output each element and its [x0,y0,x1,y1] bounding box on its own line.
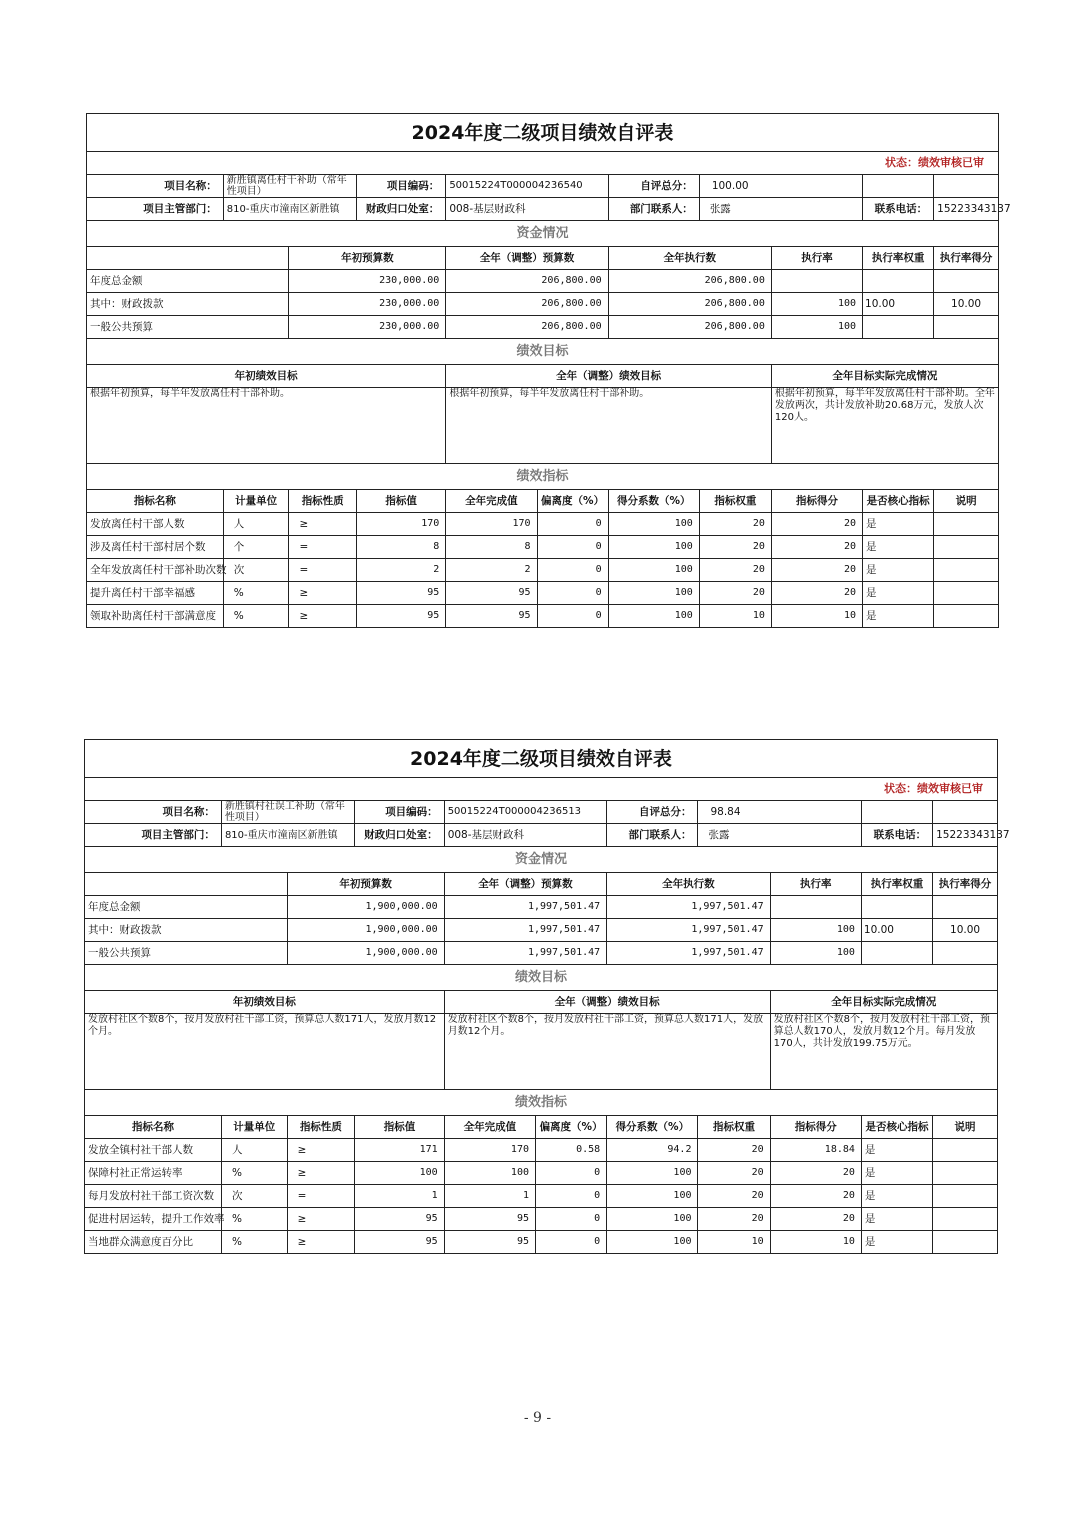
indicator-weight: 10 [698,1231,770,1254]
funds-row-weight: 10.00 [863,293,934,316]
funds-row-score: 10.00 [934,293,999,316]
indicator-score: 20 [771,536,862,559]
funds-row-executed: 206,800.00 [608,270,771,293]
funds-header-adjusted: 全年（调整）预算数 [444,873,607,896]
funds-row-rate [771,270,862,293]
funds-row-adjusted: 1,997,501.47 [444,942,607,965]
funds-row-weight [863,316,934,339]
goal-initial-text: 根据年初预算，每半年发放离任村干部补助。 [87,388,446,464]
indicator-weight: 20 [698,1162,770,1185]
indicator-dev: 0 [535,1162,606,1185]
indicator-dev: 0 [535,1208,606,1231]
indicator-unit: % [221,1162,287,1185]
indicator-header: 指标权重 [699,490,771,513]
goals-header-adjusted: 全年（调整）绩效目标 [446,365,772,388]
funds-row-score: 10.00 [933,919,998,942]
indicator-coef: 100 [608,559,699,582]
finance-office-label: 财政归口处室： [356,198,445,221]
indicator-weight: 20 [699,559,771,582]
indicator-coef: 100 [607,1162,698,1185]
indicator-value: 95 [356,605,445,628]
indicator-core: 是 [863,559,934,582]
funds-row-name: 一般公共预算 [87,316,289,339]
indicator-nature: = [289,559,356,582]
indicator-done: 95 [444,1231,535,1254]
indicator-header: 指标名称 [87,490,224,513]
indicator-value: 95 [355,1208,444,1231]
funds-row-executed: 1,997,501.47 [607,919,770,942]
funds-header-rate: 执行率 [771,247,862,270]
indicator-row [85,1162,998,1185]
funds-row [87,270,999,293]
goal-actual-text: 发放村社区个数8个，按月发放村社干部工资，预算总人数170人，发放月数12个月。每月发放170人，共计发放199.75万元。 [770,1014,997,1090]
funds-row-name: 其中：财政拨款 [85,919,288,942]
phone-label: 联系电话： [861,824,932,847]
indicator-core: 是 [861,1185,932,1208]
funds-row-adjusted: 1,997,501.47 [444,896,607,919]
funds-row-initial: 1,900,000.00 [287,896,444,919]
indicator-weight: 20 [699,582,771,605]
funds-row-executed: 1,997,501.47 [607,942,770,965]
funds-row-adjusted: 206,800.00 [446,316,608,339]
indicator-dev: 0 [537,605,608,628]
indicator-dev: 0 [535,1231,606,1254]
funds-row-adjusted: 206,800.00 [446,293,608,316]
indicator-name: 保障村社正常运转率 [85,1162,222,1185]
indicator-core: 是 [863,536,934,559]
indicator-header: 指标名称 [85,1116,222,1139]
indicator-value: 8 [356,536,445,559]
funds-row-adjusted: 206,800.00 [446,270,608,293]
funds-row-executed: 206,800.00 [608,316,771,339]
indicator-header: 指标得分 [771,490,862,513]
indicator-header: 得分系数（%） [607,1116,698,1139]
indicator-header: 得分系数（%） [608,490,699,513]
funds-row-weight [861,942,932,965]
project-code-value: 50015224T000004236513 [444,801,607,824]
indicator-name: 提升离任村干部幸福感 [87,582,224,605]
indicator-note [933,1231,998,1254]
funds-section-title: 资金情况 [85,847,998,873]
indicator-done: 95 [446,582,537,605]
project-code-label: 项目编码： [355,801,444,824]
indicator-nature: ≥ [287,1162,355,1185]
indicator-weight: 20 [699,536,771,559]
indicator-core: 是 [863,605,934,628]
indicator-row [85,1208,998,1231]
indicator-core: 是 [863,582,934,605]
indicator-value: 171 [355,1139,444,1162]
evaluation-table [84,739,1010,1254]
phone-label: 联系电话： [863,198,934,221]
indicator-core: 是 [863,513,934,536]
phone-value: 15223343137 [933,824,998,847]
contact-person-label: 部门联系人： [607,824,698,847]
indicator-header: 指标得分 [770,1116,861,1139]
indicator-value: 95 [356,582,445,605]
indicator-nature: ≥ [289,513,356,536]
contact-person-label: 部门联系人： [608,198,699,221]
funds-row [87,293,999,316]
indicator-header: 指标值 [356,490,445,513]
indicator-coef: 100 [607,1231,698,1254]
funds-header-weight: 执行率权重 [861,873,932,896]
funds-header-initial: 年初预算数 [287,873,444,896]
indicator-header: 是否核心指标 [861,1116,932,1139]
funds-row-score [933,942,998,965]
finance-office-label: 财政归口处室： [355,824,444,847]
indicator-score: 20 [771,513,862,536]
indicator-header: 说明 [933,1116,998,1139]
funds-row-weight [863,270,934,293]
indicator-nature: ≥ [287,1139,355,1162]
indicator-row [87,513,999,536]
evaluation-form-2 [84,739,1010,1254]
funds-header-initial: 年初预算数 [289,247,446,270]
indicator-header: 指标值 [355,1116,444,1139]
indicator-nature: ≥ [289,605,356,628]
indicator-name: 发放离任村干部人数 [87,513,224,536]
indicator-core: 是 [861,1231,932,1254]
funds-row-name: 年度总金额 [85,896,288,919]
indicator-name: 促进村居运转，提升工作效率 [85,1208,222,1231]
indicator-note [934,582,999,605]
funds-header-rate: 执行率 [770,873,861,896]
funds-row-initial: 230,000.00 [289,293,446,316]
indicator-header: 说明 [934,490,999,513]
indicator-done: 2 [446,559,537,582]
indicator-header: 全年完成值 [446,490,537,513]
indicator-unit: % [221,1231,287,1254]
status-badge: 状态：绩效审核已审 [87,152,999,175]
indicator-note [933,1208,998,1231]
indicator-done: 170 [444,1139,535,1162]
finance-office-value: 008-基层财政科 [444,824,607,847]
funds-row-initial: 1,900,000.00 [287,942,444,965]
indicators-section-title: 绩效指标 [87,464,999,490]
indicator-unit: % [223,605,289,628]
goals-header-initial: 年初绩效目标 [87,365,446,388]
indicator-row [87,559,999,582]
indicator-coef: 100 [608,605,699,628]
goals-section-title: 绩效目标 [87,339,999,365]
indicator-note [934,605,999,628]
indicator-score: 20 [770,1208,861,1231]
goals-header-actual: 全年目标实际完成情况 [771,365,998,388]
indicator-weight: 10 [699,605,771,628]
indicator-value: 100 [355,1162,444,1185]
funds-row-rate: 100 [771,316,862,339]
indicator-value: 2 [356,559,445,582]
indicator-dev: 0 [537,513,608,536]
self-score-label: 自评总分： [607,801,698,824]
indicator-nature: ≥ [289,582,356,605]
indicator-dev: 0.58 [535,1139,606,1162]
indicator-note [934,536,999,559]
dept-value: 810-重庆市潼南区新胜镇 [223,198,356,221]
indicator-dev: 0 [537,582,608,605]
indicator-header: 偏离度（%） [537,490,608,513]
indicator-note [933,1139,998,1162]
indicator-note [934,559,999,582]
funds-row-score [934,270,999,293]
project-code-value: 50015224T000004236540 [446,175,608,198]
funds-row-initial: 1,900,000.00 [287,919,444,942]
indicator-score: 20 [770,1162,861,1185]
funds-row-rate: 100 [770,942,861,965]
indicator-dev: 0 [537,559,608,582]
indicator-note [934,513,999,536]
indicator-nature: ≥ [287,1231,355,1254]
indicator-value: 170 [356,513,445,536]
indicator-header: 指标性质 [289,490,356,513]
indicator-unit: 人 [223,513,289,536]
indicator-score: 18.84 [770,1139,861,1162]
indicator-value: 1 [355,1185,444,1208]
funds-header-executed: 全年执行数 [607,873,770,896]
indicator-score: 20 [771,559,862,582]
indicators-section-title: 绩效指标 [85,1090,998,1116]
indicator-unit: % [221,1208,287,1231]
status-badge: 状态：绩效审核已审 [85,778,998,801]
goal-actual-text: 根据年初预算，每半年发放离任村干部补助。全年发放两次，共计发放补助20.68万元，发放人次120人。 [771,388,998,464]
funds-row [85,919,998,942]
evaluation-form-1 [86,113,1011,628]
indicator-note [933,1162,998,1185]
funds-row-score [933,896,998,919]
indicator-score: 10 [771,605,862,628]
indicator-name: 当地群众满意度百分比 [85,1231,222,1254]
funds-header-weight: 执行率权重 [863,247,934,270]
indicator-name: 涉及离任村干部村居个数 [87,536,224,559]
funds-row-executed: 1,997,501.47 [607,896,770,919]
indicator-header: 偏离度（%） [535,1116,606,1139]
indicator-score: 10 [770,1231,861,1254]
funds-header-score: 执行率得分 [933,873,998,896]
funds-row-name: 年度总金额 [87,270,289,293]
indicator-nature: = [289,536,356,559]
indicator-header: 是否核心指标 [863,490,934,513]
project-name-label: 项目名称： [85,801,222,824]
indicator-done: 170 [446,513,537,536]
indicator-coef: 100 [608,536,699,559]
project-name-value: 新胜镇村社误工补助（常年性项目） [221,801,354,824]
project-code-label: 项目编码： [356,175,445,198]
indicator-name: 发放全镇村社干部人数 [85,1139,222,1162]
indicator-row [85,1139,998,1162]
goal-initial-text: 发放村社区个数8个，按月发放村社干部工资，预算总人数171人，发放月数12个月。 [85,1014,445,1090]
funds-section-title: 资金情况 [87,221,999,247]
form-title: 2024年度二级项目绩效自评表 [85,740,998,778]
self-score-value: 100.00 [699,175,862,198]
indicator-header: 指标性质 [287,1116,355,1139]
indicator-coef: 100 [608,582,699,605]
indicator-nature: ≥ [287,1208,355,1231]
funds-row-initial: 230,000.00 [289,316,446,339]
self-score-value: 98.84 [698,801,861,824]
indicator-weight: 20 [698,1139,770,1162]
page-number: - 9 - [523,1410,552,1426]
indicator-done: 95 [444,1208,535,1231]
indicator-name: 领取补助离任村干部满意度 [87,605,224,628]
form-title: 2024年度二级项目绩效自评表 [87,114,999,152]
funds-row-score [934,316,999,339]
indicator-row [85,1231,998,1254]
indicator-name: 每月发放村社干部工资次数 [85,1185,222,1208]
indicator-unit: 次 [221,1185,287,1208]
indicator-score: 20 [771,582,862,605]
evaluation-table [86,113,1011,628]
indicator-done: 100 [444,1162,535,1185]
indicator-done: 95 [446,605,537,628]
dept-label: 项目主管部门： [85,824,222,847]
goal-adjusted-text: 根据年初预算，每半年发放离任村干部补助。 [446,388,772,464]
goals-section-title: 绩效目标 [85,965,998,991]
funds-row-weight [861,896,932,919]
indicator-core: 是 [861,1139,932,1162]
indicator-weight: 20 [698,1208,770,1231]
indicator-core: 是 [861,1208,932,1231]
indicator-unit: % [223,582,289,605]
indicator-header: 全年完成值 [444,1116,535,1139]
indicator-row [87,536,999,559]
project-name-label: 项目名称： [87,175,224,198]
funds-header-score: 执行率得分 [934,247,999,270]
indicator-unit: 人 [221,1139,287,1162]
goals-header-actual: 全年目标实际完成情况 [770,991,997,1014]
indicator-header: 指标权重 [698,1116,770,1139]
funds-row-adjusted: 1,997,501.47 [444,919,607,942]
finance-office-value: 008-基层财政科 [446,198,608,221]
phone-value: 15223343137 [934,198,999,221]
dept-label: 项目主管部门： [87,198,224,221]
indicator-name: 全年发放离任村干部补助次数 [87,559,224,582]
funds-row-name: 一般公共预算 [85,942,288,965]
indicator-dev: 0 [537,536,608,559]
indicator-value: 95 [355,1231,444,1254]
indicator-coef: 94.2 [607,1139,698,1162]
indicator-unit: 个 [223,536,289,559]
funds-row [85,942,998,965]
indicator-note [933,1185,998,1208]
indicator-done: 8 [446,536,537,559]
funds-row [85,896,998,919]
indicator-coef: 100 [608,513,699,536]
indicator-weight: 20 [699,513,771,536]
funds-row-rate [770,896,861,919]
indicator-dev: 0 [535,1185,606,1208]
funds-row-rate: 100 [771,293,862,316]
funds-row-initial: 230,000.00 [289,270,446,293]
goals-header-adjusted: 全年（调整）绩效目标 [444,991,770,1014]
indicator-weight: 20 [698,1185,770,1208]
goal-adjusted-text: 发放村社区个数8个，按月发放村社干部工资，预算总人数171人，发放月数12个月。 [444,1014,770,1090]
indicator-header: 计量单位 [223,490,289,513]
indicator-row [87,582,999,605]
indicator-row [85,1185,998,1208]
indicator-coef: 100 [607,1185,698,1208]
indicator-nature: = [287,1185,355,1208]
goals-header-initial: 年初绩效目标 [85,991,445,1014]
funds-header-executed: 全年执行数 [608,247,771,270]
funds-row-weight: 10.00 [861,919,932,942]
funds-row-rate: 100 [770,919,861,942]
contact-person-value: 张露 [699,198,862,221]
indicator-row [87,605,999,628]
funds-row [87,316,999,339]
indicator-score: 20 [770,1185,861,1208]
indicator-header: 计量单位 [221,1116,287,1139]
funds-row-name: 其中：财政拨款 [87,293,289,316]
self-score-label: 自评总分： [608,175,699,198]
funds-row-executed: 206,800.00 [608,293,771,316]
indicator-coef: 100 [607,1208,698,1231]
indicator-core: 是 [861,1162,932,1185]
indicator-unit: 次 [223,559,289,582]
indicator-done: 1 [444,1185,535,1208]
dept-value: 810-重庆市潼南区新胜镇 [221,824,354,847]
funds-header-adjusted: 全年（调整）预算数 [446,247,608,270]
project-name-value: 新胜镇离任村干补助（常年性项目） [223,175,356,198]
contact-person-value: 张露 [698,824,861,847]
